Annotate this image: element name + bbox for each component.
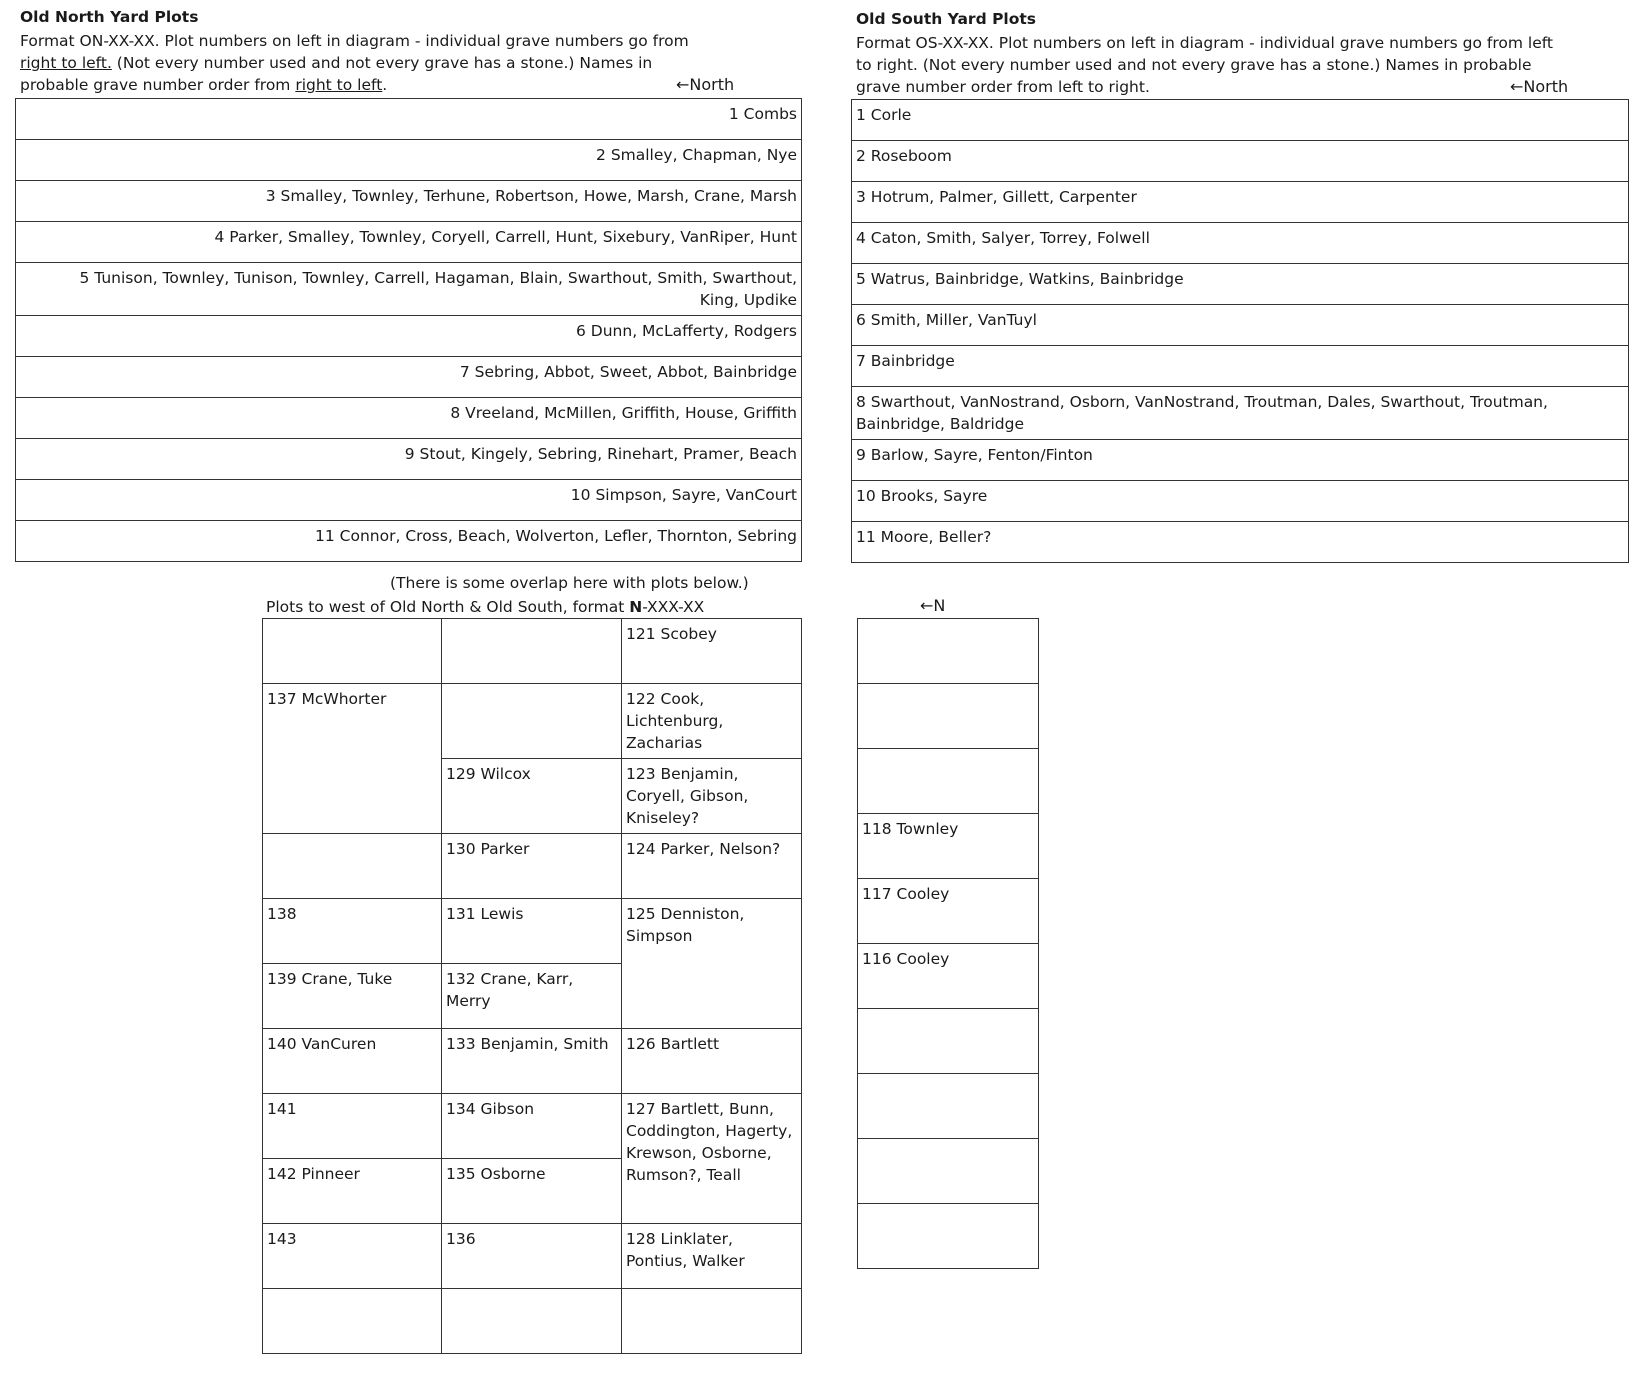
west-plot-117: 117 Cooley	[858, 879, 1039, 944]
table-row	[263, 834, 802, 899]
west-plot-116: 116 Cooley	[858, 944, 1039, 1009]
north-desc-text-2: (Not every number used and not every grave has a stone.) Names in probable grave number order from	[20, 54, 653, 94]
north-plot-5: 5 Tunison, Townley, Tunison, Townley, Carrell, Hagaman, Blain, Swarthout, Smith, Swarthout, King, Updike	[16, 263, 802, 316]
table-row	[858, 814, 1039, 879]
west-plot-125: 125 Denniston, Simpson	[622, 899, 802, 1029]
table-row	[852, 305, 1629, 346]
west-plot-134: 134 Gibson	[442, 1094, 622, 1159]
west-cell-empty	[263, 619, 442, 684]
north-desc-underline-1: right to left.	[20, 54, 112, 72]
arrow-left-icon: ←	[920, 596, 934, 615]
table-row	[852, 100, 1629, 141]
north-desc-text-3: .	[382, 76, 388, 94]
table-row	[16, 480, 802, 521]
north-plot-6: 6 Dunn, McLafferty, Rodgers	[16, 316, 802, 357]
north-plot-7: 7 Sebring, Abbot, Sweet, Abbot, Bainbridge	[16, 357, 802, 398]
south-plots-table	[851, 99, 1629, 563]
south-plot-3: 3 Hotrum, Palmer, Gillett, Carpenter	[852, 182, 1629, 223]
west-col4-empty	[858, 1204, 1039, 1269]
west-plot-140: 140 VanCuren	[263, 1029, 442, 1094]
west-plot-123: 123 Benjamin, Coryell, Gibson, Kniseley?	[622, 759, 802, 834]
table-row	[852, 440, 1629, 481]
south-plot-5: 5 Watrus, Bainbridge, Watkins, Bainbridge	[852, 264, 1629, 305]
table-row	[858, 1139, 1039, 1204]
arrow-left-icon: ←	[676, 75, 690, 94]
arrow-left-icon: ←	[1510, 77, 1524, 96]
south-plot-8: 8 Swarthout, VanNostrand, Osborn, VanNostrand, Troutman, Dales, Swarthout, Troutman, Bainbridge, Baldridge	[852, 387, 1629, 440]
west-caption	[266, 598, 704, 616]
table-row	[16, 99, 802, 140]
west-plot-141: 141	[263, 1094, 442, 1159]
table-row	[263, 1029, 802, 1094]
table-row	[858, 619, 1039, 684]
south-plot-10: 10 Brooks, Sayre	[852, 481, 1629, 522]
south-plot-6: 6 Smith, Miller, VanTuyl	[852, 305, 1629, 346]
north-direction	[676, 75, 734, 94]
west-caption-text: Plots to west of Old North & Old South, format	[266, 598, 630, 616]
north-plot-2: 2 Smalley, Chapman, Nye	[16, 140, 802, 181]
table-row	[16, 439, 802, 480]
table-row	[852, 141, 1629, 182]
overlap-note: (There is some overlap here with plots below.)	[390, 574, 749, 592]
north-plot-8: 8 Vreeland, McMillen, Griffith, House, Griffith	[16, 398, 802, 439]
west-plot-121: 121 Scobey	[622, 619, 802, 684]
north-plot-4: 4 Parker, Smalley, Townley, Coryell, Carrell, Hunt, Sixebury, VanRiper, Hunt	[16, 222, 802, 263]
table-row	[263, 899, 802, 964]
west-col4-empty	[858, 1139, 1039, 1204]
west-plot-131: 131 Lewis	[442, 899, 622, 964]
table-row	[852, 182, 1629, 223]
west-plot-127: 127 Bartlett, Bunn, Coddington, Hagerty, Krewson, Osborne, Rumson?, Teall	[622, 1094, 802, 1224]
west-plot-139: 139 Crane, Tuke	[263, 964, 442, 1029]
table-row	[16, 357, 802, 398]
west-plot-138: 138	[263, 899, 442, 964]
table-row	[16, 263, 802, 316]
table-row	[852, 387, 1629, 440]
table-row	[858, 1009, 1039, 1074]
south-plot-2: 2 Roseboom	[852, 141, 1629, 182]
north-desc-text-1: Format ON-XX-XX. Plot numbers on left in diagram - individual grave numbers go from	[20, 32, 689, 50]
table-row	[16, 316, 802, 357]
north-plot-1: 1 Combs	[16, 99, 802, 140]
table-row	[16, 181, 802, 222]
north-plots-table	[15, 98, 802, 562]
west-direction	[920, 596, 945, 615]
west-col4-empty	[858, 749, 1039, 814]
north-plot-11: 11 Connor, Cross, Beach, Wolverton, Lefler, Thornton, Sebring	[16, 521, 802, 562]
south-plot-9: 9 Barlow, Sayre, Fenton/Finton	[852, 440, 1629, 481]
table-row	[263, 619, 802, 684]
table-row	[852, 522, 1629, 563]
west-col4-empty	[858, 1009, 1039, 1074]
south-description: Format OS-XX-XX. Plot numbers on left in diagram - individual grave numbers go from left to right. (Not every number used and not every grave has a stone.) Names in probable grave number order from left to right.	[856, 34, 1553, 96]
west-plot-129: 129 Wilcox	[442, 759, 622, 834]
table-row	[263, 1224, 802, 1289]
table-row	[852, 346, 1629, 387]
table-row	[16, 521, 802, 562]
south-plot-4: 4 Caton, Smith, Salyer, Torrey, Folwell	[852, 223, 1629, 264]
table-row	[852, 223, 1629, 264]
west-plot-122: 122 Cook, Lichtenburg, Zacharias	[622, 684, 802, 759]
west-plot-124: 124 Parker, Nelson?	[622, 834, 802, 899]
west-col4-empty	[858, 1074, 1039, 1139]
west-cell-empty	[263, 1289, 442, 1354]
north-title: Old North Yard Plots	[20, 8, 199, 26]
west-plot-137: 137 McWhorter	[263, 684, 442, 834]
table-row	[858, 1204, 1039, 1269]
west-plots-table	[262, 618, 802, 1354]
west-cell-empty	[442, 619, 622, 684]
west-plot-135: 135 Osborne	[442, 1159, 622, 1224]
west-plot-136: 136	[442, 1224, 622, 1289]
north-desc-underline-2: right to left	[295, 76, 383, 94]
west-caption-bold: N	[629, 598, 643, 616]
table-row	[852, 481, 1629, 522]
north-description	[20, 30, 710, 96]
table-row	[16, 140, 802, 181]
table-row	[852, 264, 1629, 305]
north-plot-3: 3 Smalley, Townley, Terhune, Robertson, Howe, Marsh, Crane, Marsh	[16, 181, 802, 222]
west-plot-118: 118 Townley	[858, 814, 1039, 879]
west-col4-empty	[858, 684, 1039, 749]
west-caption-format: -XXX-XX	[642, 598, 705, 616]
west-plot-143: 143	[263, 1224, 442, 1289]
west-cell-empty	[263, 834, 442, 899]
west-plot-126: 126 Bartlett	[622, 1029, 802, 1094]
west-plot-132: 132 Crane, Karr, Merry	[442, 964, 622, 1029]
table-row	[263, 1289, 802, 1354]
west-cell-empty	[442, 684, 622, 759]
south-direction-label: North	[1523, 77, 1569, 96]
west-plot-142: 142 Pinneer	[263, 1159, 442, 1224]
table-row	[16, 398, 802, 439]
table-row	[16, 222, 802, 263]
table-row	[858, 1074, 1039, 1139]
north-plot-9: 9 Stout, Kingely, Sebring, Rinehart, Pramer, Beach	[16, 439, 802, 480]
west-plot-130: 130 Parker	[442, 834, 622, 899]
table-row	[263, 1094, 802, 1159]
west-single-column-table	[857, 618, 1039, 1269]
west-plot-133: 133 Benjamin, Smith	[442, 1029, 622, 1094]
west-cell-empty	[442, 1289, 622, 1354]
south-plot-7: 7 Bainbridge	[852, 346, 1629, 387]
north-direction-label: North	[689, 75, 735, 94]
south-title: Old South Yard Plots	[856, 10, 1037, 28]
table-row	[263, 684, 802, 759]
west-plot-128: 128 Linklater, Pontius, Walker	[622, 1224, 802, 1289]
west-cell-empty	[622, 1289, 802, 1354]
table-row	[858, 944, 1039, 1009]
south-direction	[1510, 77, 1568, 96]
south-plot-11: 11 Moore, Beller?	[852, 522, 1629, 563]
north-plot-10: 10 Simpson, Sayre, VanCourt	[16, 480, 802, 521]
table-row	[858, 684, 1039, 749]
table-row	[858, 749, 1039, 814]
west-direction-label: N	[933, 596, 946, 615]
south-plot-1: 1 Corle	[852, 100, 1629, 141]
west-col4-empty	[858, 619, 1039, 684]
